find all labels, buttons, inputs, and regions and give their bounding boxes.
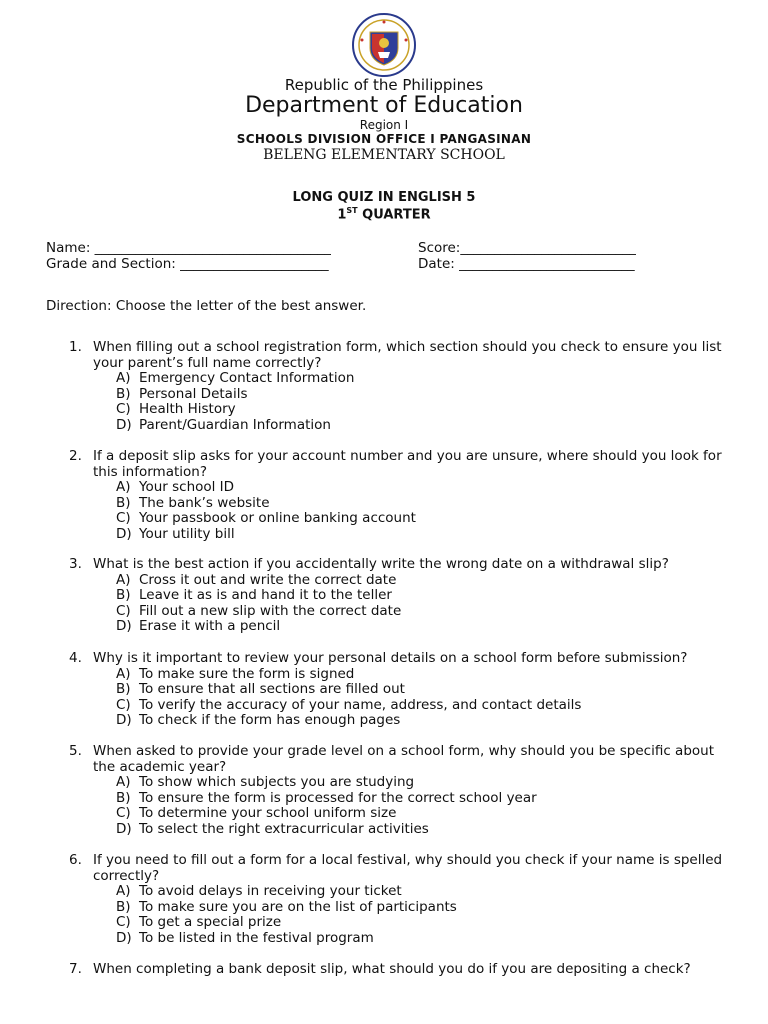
option-text: To ensure that all sections are filled out: [139, 681, 405, 698]
answer-option[interactable]: [116, 713, 400, 729]
school-name: BELENG ELEMENTARY SCHOOL: [263, 147, 505, 163]
answer-option[interactable]: [116, 604, 401, 620]
answer-option[interactable]: [116, 806, 396, 822]
answer-option[interactable]: [116, 480, 234, 496]
option-letter: D): [116, 618, 132, 635]
option-letter: A): [116, 665, 131, 682]
deped-seal-logo: [348, 12, 420, 78]
option-text: To ensure the form is processed for the correct school year: [139, 789, 537, 806]
answer-option[interactable]: [116, 915, 281, 931]
quarter-number: 1: [337, 207, 347, 223]
option-text: Your school ID: [139, 479, 235, 496]
option-letter: C): [116, 602, 131, 619]
quarter-ordinal: ST: [346, 206, 358, 215]
option-letter: B): [116, 898, 131, 915]
division-label: SCHOOLS DIVISION OFFICE I PANGASINAN: [236, 132, 532, 146]
answer-option[interactable]: [116, 527, 235, 543]
republic-heading: Republic of the Philippines: [284, 76, 484, 94]
question-text: What is the best action if you accidentally write the wrong date on a withdrawal slip?: [93, 556, 669, 572]
option-text: Parent/Guardian Information: [139, 417, 331, 433]
option-letter: B): [116, 494, 131, 511]
date-field[interactable]: Date: __________________________: [418, 256, 635, 272]
quarter-label: [0, 206, 768, 222]
option-letter: B): [116, 385, 131, 402]
answer-option[interactable]: [116, 900, 457, 916]
option-letter: A): [116, 370, 131, 387]
option-letter: A): [116, 883, 131, 900]
option-letter: D): [116, 712, 132, 729]
option-text: Your utility bill: [139, 526, 235, 542]
question-number: 2.: [69, 448, 82, 464]
answer-option[interactable]: [116, 682, 405, 698]
option-text: Health History: [139, 401, 236, 418]
answer-option[interactable]: [116, 402, 236, 418]
option-text: To select the right extracurricular activities: [139, 821, 429, 837]
question-text: When asked to provide your grade level on a school form, why should you be specific about the academic year?: [93, 743, 715, 775]
option-letter: A): [116, 479, 131, 496]
option-letter: C): [116, 805, 131, 822]
question-number: 5.: [69, 743, 82, 759]
option-text: To check if the form has enough pages: [139, 712, 401, 729]
option-text: Emergency Contact Information: [139, 370, 355, 387]
answer-option[interactable]: [116, 496, 270, 512]
answer-option[interactable]: [116, 698, 581, 714]
department-heading: Department of Education: [245, 93, 523, 118]
answer-option[interactable]: [116, 791, 537, 807]
option-letter: A): [116, 774, 131, 791]
question-number: 7.: [69, 961, 82, 977]
question-text: If a deposit slip asks for your account number and you are unsure, where should you look for this information?: [93, 448, 722, 480]
option-text: Your passbook or online banking account: [139, 510, 416, 527]
option-letter: B): [116, 789, 131, 806]
option-text: To make sure the form is signed: [139, 665, 355, 682]
answer-option[interactable]: [116, 775, 414, 791]
answer-option[interactable]: [116, 822, 429, 838]
option-text: To verify the accuracy of your name, address, and contact details: [139, 696, 582, 713]
answer-option[interactable]: [116, 931, 374, 947]
name-field[interactable]: Name: ___________________________________: [46, 240, 331, 256]
option-text: To get a special prize: [139, 914, 282, 931]
option-text: To determine your school uniform size: [139, 805, 397, 822]
answer-option[interactable]: [116, 884, 402, 900]
option-text: To be listed in the festival program: [139, 930, 374, 946]
option-text: Leave it as is and hand it to the teller: [139, 587, 392, 604]
option-letter: D): [116, 821, 132, 837]
direction-text: Direction: Choose the letter of the best answer.: [46, 298, 367, 314]
question-number: 1.: [69, 339, 82, 355]
option-letter: B): [116, 681, 131, 698]
option-text: To show which subjects you are studying: [139, 774, 415, 791]
option-text: Personal Details: [139, 385, 248, 402]
question-text: If you need to fill out a form for a local festival, why should you check if your name is spelled correctly?: [93, 852, 723, 884]
quarter-word: QUARTER: [357, 207, 431, 223]
question-text: When filling out a school registration form, which section should you check to ensure you list your parent’s full name correctly?: [93, 339, 722, 371]
answer-option[interactable]: [116, 619, 280, 635]
option-letter: C): [116, 914, 131, 931]
answer-option[interactable]: [116, 573, 396, 589]
question-number: 4.: [69, 650, 82, 666]
option-text: To avoid delays in receiving your ticket: [139, 883, 402, 900]
grade-section-field[interactable]: Grade and Section: ______________________: [46, 256, 329, 272]
question-number: 6.: [69, 852, 82, 868]
option-text: Fill out a new slip with the correct date: [139, 602, 402, 619]
question-text: When completing a bank deposit slip, what should you do if you are depositing a check?: [93, 961, 691, 977]
option-letter: C): [116, 696, 131, 713]
option-letter: B): [116, 587, 131, 604]
option-letter: C): [116, 510, 131, 527]
option-letter: D): [116, 417, 132, 433]
answer-option[interactable]: [116, 418, 331, 434]
option-text: The bank’s website: [139, 494, 270, 511]
answer-option[interactable]: [116, 511, 416, 527]
score-field[interactable]: Score:__________________________: [418, 240, 636, 256]
option-letter: C): [116, 401, 131, 418]
option-text: To make sure you are on the list of participants: [139, 898, 457, 915]
question-number: 3.: [69, 556, 82, 572]
answer-option[interactable]: [116, 667, 354, 683]
quiz-title: LONG QUIZ IN ENGLISH 5: [292, 190, 476, 205]
answer-option[interactable]: [116, 387, 247, 403]
region-label: Region I: [359, 118, 409, 132]
answer-option[interactable]: [116, 588, 392, 604]
option-letter: A): [116, 571, 131, 588]
option-letter: D): [116, 930, 132, 946]
answer-option[interactable]: [116, 371, 354, 387]
option-text: Cross it out and write the correct date: [139, 571, 397, 588]
question-text: Why is it important to review your personal details on a school form before submission?: [93, 650, 688, 666]
option-text: Erase it with a pencil: [139, 618, 281, 635]
option-letter: D): [116, 526, 132, 542]
